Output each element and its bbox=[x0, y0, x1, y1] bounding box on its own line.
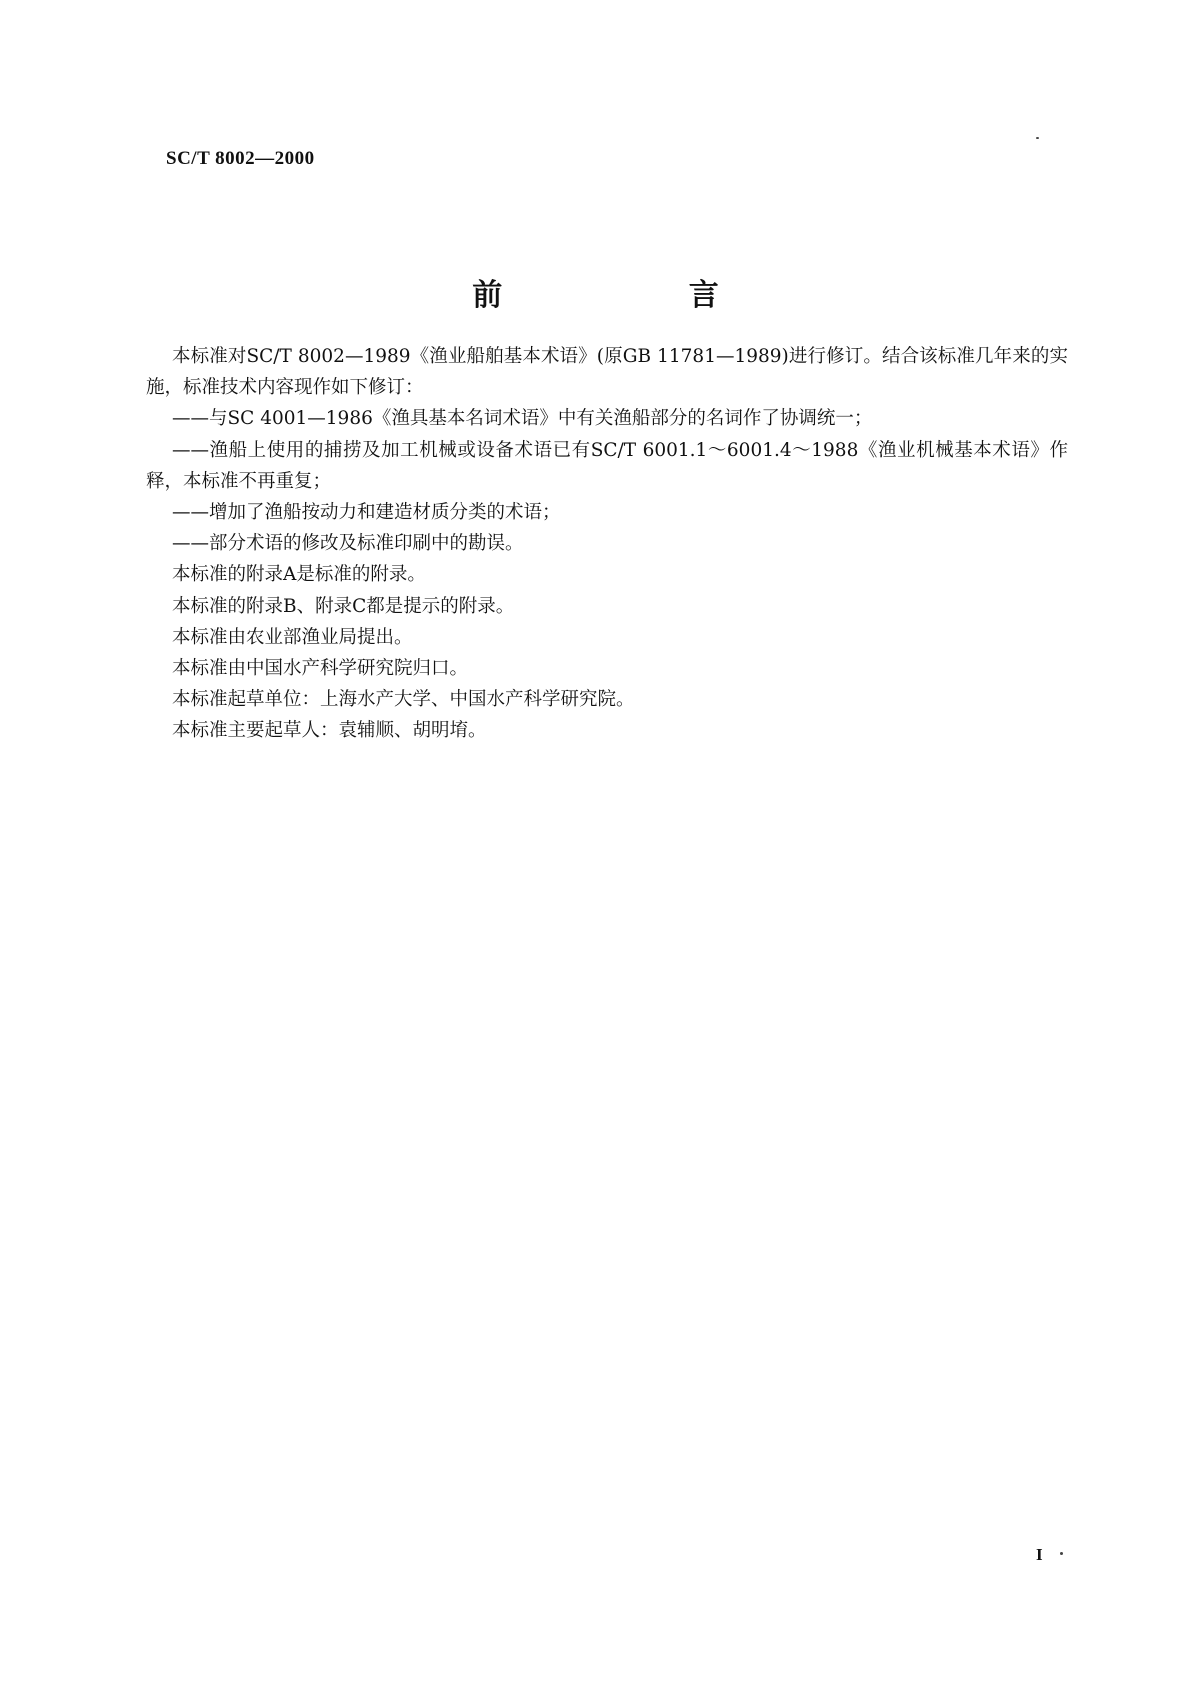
foreword-body bbox=[146, 341, 1068, 747]
paragraph-revision-2: ——渔船上使用的捕捞及加工机械或设备术语已有SC/T 6001.1～6001.4～1988《渔业机械基本术语》作释，本标准不再重复； bbox=[146, 439, 1068, 492]
paragraph-revision-1: ——与SC 4001—1986《渔具基本名词术语》中有关渔船部分的名词作了协调统一； bbox=[172, 408, 873, 430]
paragraph-revision-4: ——部分术语的修改及标准印刷中的勘误。 bbox=[172, 533, 524, 555]
paragraph-drafters: 本标准主要起草人：袁辅顺、胡明堉。 bbox=[172, 720, 487, 742]
scan-speck bbox=[1036, 137, 1039, 139]
paragraph-appendix-a: 本标准的附录A是标准的附录。 bbox=[172, 564, 426, 586]
paragraph-revision-3: ——增加了渔船按动力和建造材质分类的术语； bbox=[172, 502, 561, 524]
paragraph-drafting-units: 本标准起草单位：上海水产大学、中国水产科学研究院。 bbox=[172, 689, 635, 711]
paragraph-intro: 本标准对SC/T 8002—1989《渔业船舶基本术语》(原GB 11781—1989)进行修订。结合该标准几年来的实施，标准技术内容现作如下修订： bbox=[146, 346, 1068, 399]
page-title: 前 言 bbox=[472, 278, 807, 313]
page-number: I bbox=[1036, 1545, 1043, 1564]
standard-code: SC/T 8002—2000 bbox=[166, 148, 315, 169]
paragraph-appendix-bc: 本标准的附录B、附录C都是提示的附录。 bbox=[172, 595, 515, 617]
paragraph-proposer: 本标准由农业部渔业局提出。 bbox=[172, 626, 413, 648]
scan-speck bbox=[1060, 1552, 1063, 1555]
paragraph-administrator: 本标准由中国水产科学研究院归口。 bbox=[172, 658, 469, 680]
